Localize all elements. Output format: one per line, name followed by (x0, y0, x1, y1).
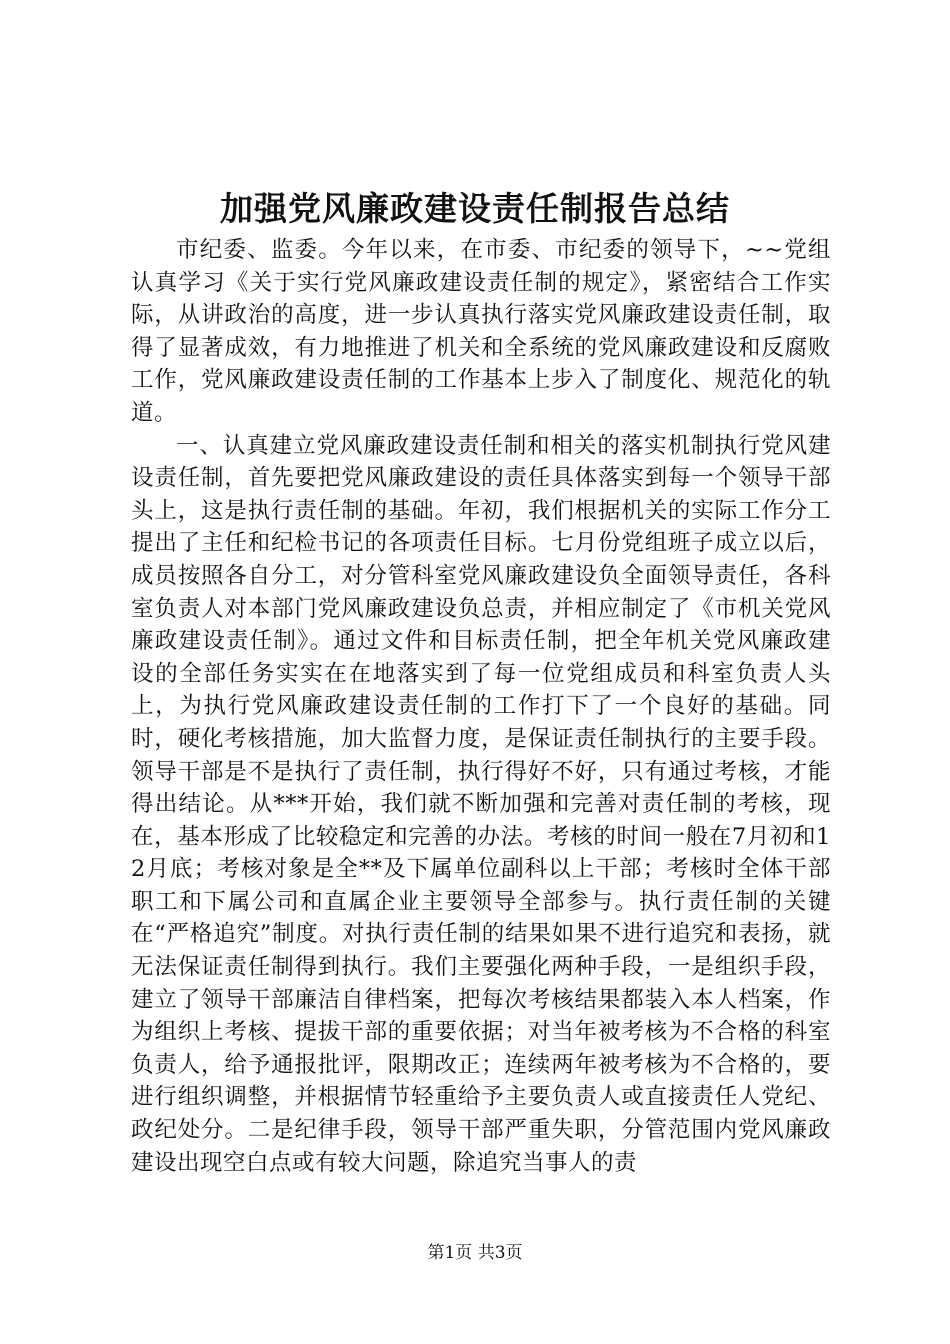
paragraph-section-one: 一、认真建立党风廉政建设责任制和相关的落实机制执行党风建设责任制，首先要把党风廉政建设的责任具体落实到每一个领导干部头上，这是执行责任制的基础。年初，我们根据机关的实际工作分工提出了主任和纪检书记的各项责任目标。七月份党组班子成立以后，成员按照各自分工，对分管科室党风廉政建设负全面领导责任，各科室负责人对本部门党风廉政建设负总责，并相应制定了《市机关党风廉政建设责任制》。通过文件和目标责任制，把全年机关党风廉政建设的全部任务实实在在地落实到了每一位党组成员和科室负责人头上，为执行党风廉政建设责任制的工作打下了一个良好的基础。同时，硬化考核措施，加大监督力度，是保证责任制执行的主要手段。领导干部是不是执行了责任制，执行得好不好，只有通过考核，才能得出结论。从***开始，我们就不断加强和完善对责任制的考核，现在，基本形成了比较稳定和完善的办法。考核的时间一般在7月初和12月底；考核对象是全**及下属单位副科以上干部；考核时全体干部职工和下属公司和直属企业主要领导全部参与。执行责任制的关键在“严格追究”制度。对执行责任制的结果如果不进行追究和表扬，就无法保证责任制得到执行。我们主要强化两种手段，一是组织手段，建立了领导干部廉洁自律档案，把每次考核结果都装入本人档案，作为组织上考核、提拔干部的重要依据；对当年被考核为不合格的科室负责人，给予通报批评，限期改正；连续两年被考核为不合格的，要进行组织调整，并根据情节轻重给予主要负责人或直接责任人党纪、政纪处分。二是纪律手段，领导干部严重失职，分管范围内党风廉政建设出现空白点或有较大问题，除追究当事人的责 (131, 432, 831, 1176)
document-title: 加强党风廉政建设责任制报告总结 (220, 189, 730, 228)
document-body (131, 234, 831, 1179)
paragraph-intro: 市纪委、监委。今年以来，在市委、市纪委的领导下，~~党组认真学习《关于实行党风廉政建设责任制的规定》，紧密结合工作实际，从讲政治的高度，进一步认真执行落实党风廉政建设责任制，取得了显著成效，有力地推进了机关和全系统的党风廉政建设和反腐败工作，党风廉政建设责任制的工作基本上步入了制度化、规范化的轨道。 (131, 237, 831, 426)
page-footer: 第1页 共3页 (427, 1243, 523, 1263)
